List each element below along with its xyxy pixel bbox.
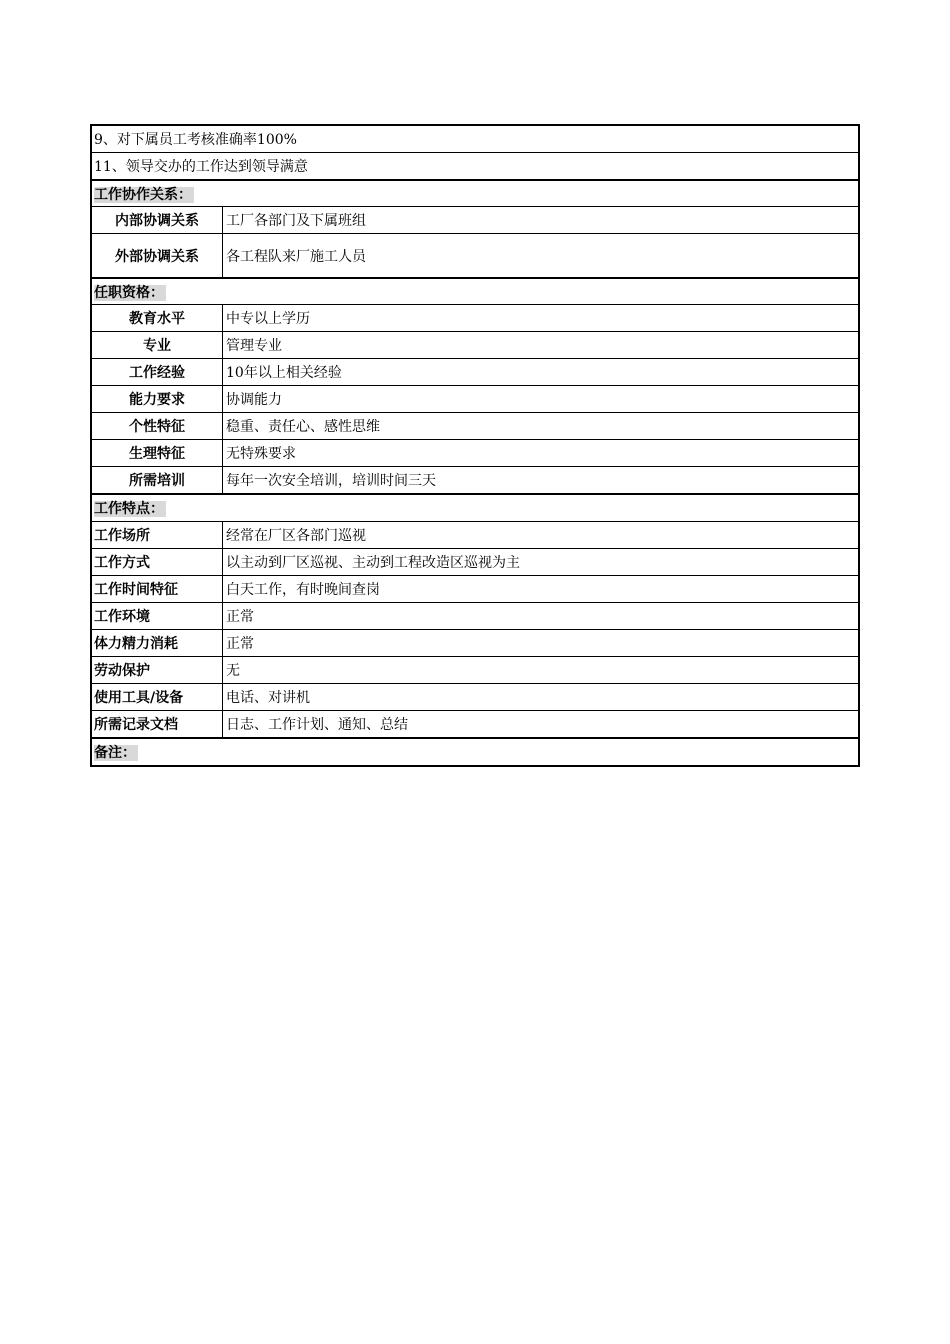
row-value: 协调能力: [226, 392, 282, 408]
section-title: 备注：: [94, 745, 136, 761]
row-label: 工作时间特征: [92, 576, 223, 602]
row-value: 无: [226, 663, 240, 679]
duty-item: 9、对下属员工考核准确率100%: [94, 132, 297, 148]
table-row: [92, 657, 858, 684]
duty-item: 11、领导交办的工作达到领导满意: [94, 159, 308, 175]
row-value: 稳重、责任心、感性思维: [226, 419, 380, 435]
section-title: 工作特点：: [94, 501, 164, 517]
table-row: [92, 234, 858, 279]
table-row: [92, 413, 858, 440]
row-value: 白天工作，有时晚间查岗: [226, 582, 380, 598]
table-row: [92, 684, 858, 711]
table-row: [92, 305, 858, 332]
row-label: 使用工具/设备: [92, 684, 223, 710]
row-label: 劳动保护: [92, 657, 223, 683]
table-row: [92, 126, 858, 153]
row-value: 工厂各部门及下属班组: [226, 213, 366, 229]
table-row: [92, 332, 858, 359]
row-value: 每年一次安全培训，培训时间三天: [226, 473, 436, 489]
row-label: 生理特征: [92, 440, 223, 466]
section-title: 任职资格：: [94, 284, 164, 301]
row-value: 管理专业: [226, 338, 282, 354]
section-title: 工作协作关系：: [94, 186, 192, 203]
row-label: 所需培训: [92, 467, 223, 493]
row-value: 各工程队来厂施工人员: [226, 248, 366, 265]
row-label: 内部协调关系: [92, 207, 223, 233]
row-value: 无特殊要求: [226, 446, 296, 462]
table-row: [92, 153, 858, 181]
row-value: 日志、工作计划、通知、总结: [226, 717, 408, 733]
row-label: 体力精力消耗: [92, 630, 223, 656]
row-label: 个性特征: [92, 413, 223, 439]
table-row: [92, 207, 858, 234]
section-header-qualification: [92, 279, 858, 305]
table-row: [92, 440, 858, 467]
table-row: [92, 359, 858, 386]
row-value: 以主动到厂区巡视、主动到工程改造区巡视为主: [226, 555, 520, 571]
row-value: 经常在厂区各部门巡视: [226, 528, 366, 544]
table-row: [92, 386, 858, 413]
row-label: 能力要求: [92, 386, 223, 412]
table-row: [92, 522, 858, 549]
row-value: 中专以上学历: [226, 311, 310, 327]
row-value: 正常: [226, 609, 254, 625]
row-value: 电话、对讲机: [226, 690, 310, 706]
row-label: 专业: [92, 332, 223, 358]
row-value: 正常: [226, 636, 254, 652]
row-label: 工作场所: [92, 522, 223, 548]
row-label: 工作经验: [92, 359, 223, 385]
row-label: 教育水平: [92, 305, 223, 331]
row-label: 所需记录文档: [92, 711, 223, 737]
section-header-features: [92, 495, 858, 522]
row-label: 外部协调关系: [92, 234, 223, 277]
row-label: 工作环境: [92, 603, 223, 629]
row-label: 工作方式: [92, 549, 223, 575]
table-row: [92, 630, 858, 657]
table-row: [92, 467, 858, 495]
table-row: [92, 603, 858, 630]
table-row: [92, 576, 858, 603]
table-row: [92, 711, 858, 739]
section-header-remarks: [92, 739, 858, 765]
job-description-table: [90, 124, 860, 767]
table-row: [92, 549, 858, 576]
row-value: 10年以上相关经验: [226, 365, 342, 381]
section-header-cooperation: [92, 181, 858, 207]
